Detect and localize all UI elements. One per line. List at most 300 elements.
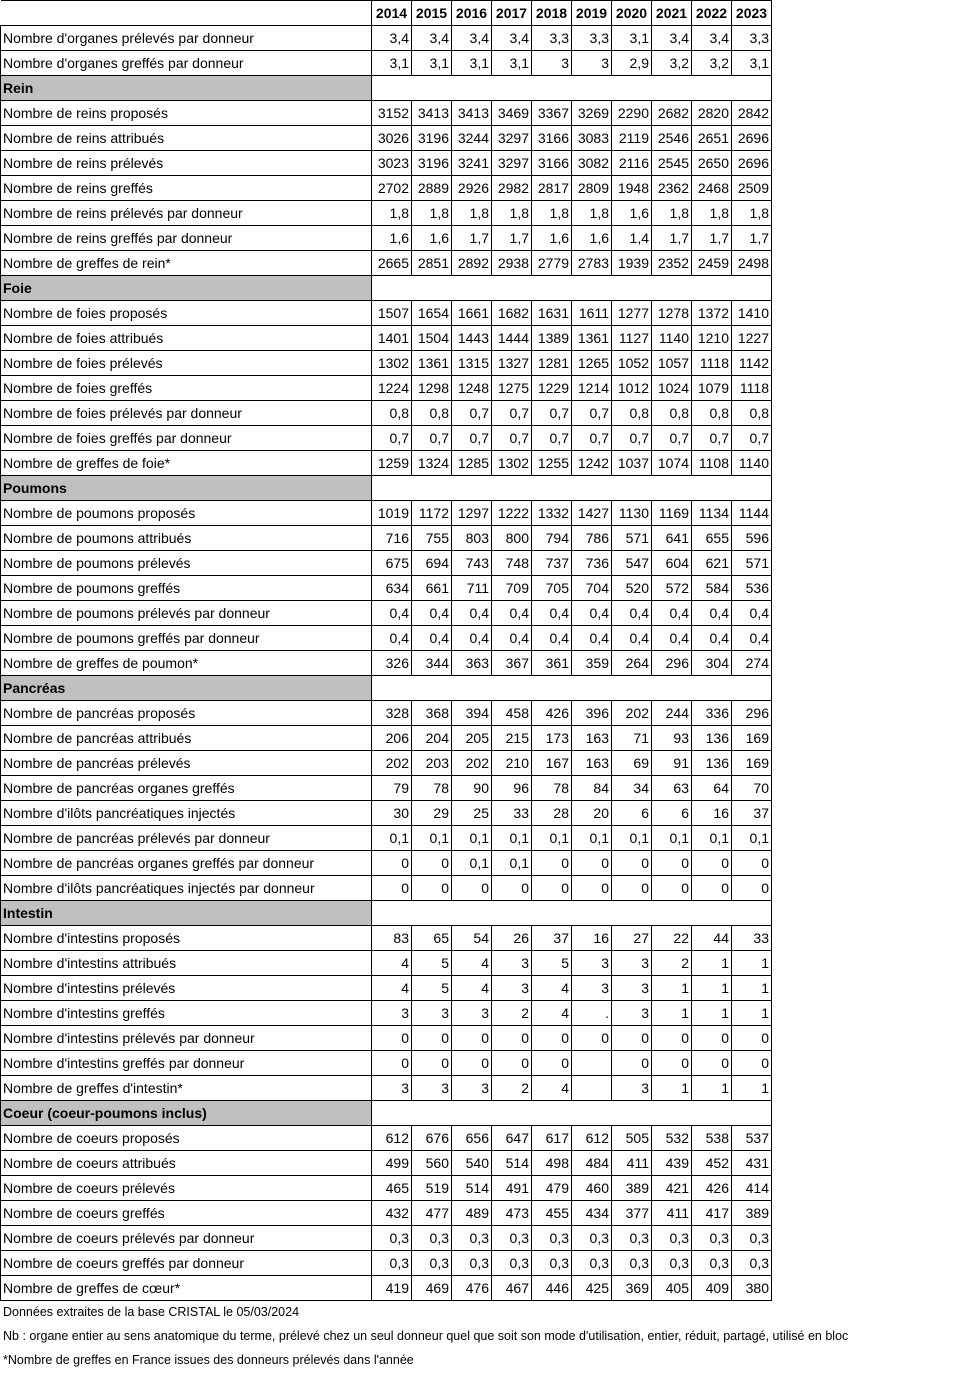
value-cell: 800 xyxy=(492,526,532,551)
value-cell: 3241 xyxy=(452,151,492,176)
value-cell: 519 xyxy=(412,1176,452,1201)
value-cell: 2851 xyxy=(412,251,452,276)
value-cell: 0,1 xyxy=(492,851,532,876)
value-cell: 0,3 xyxy=(652,1226,692,1251)
value-cell: 621 xyxy=(692,551,732,576)
value-cell: 604 xyxy=(652,551,692,576)
value-cell: 0,4 xyxy=(572,626,612,651)
value-cell: 4 xyxy=(452,951,492,976)
value-cell: 0,7 xyxy=(572,401,612,426)
table-row xyxy=(1,401,772,426)
value-cell: 0 xyxy=(412,876,452,901)
value-cell: 0,7 xyxy=(652,426,692,451)
table-row xyxy=(1,101,772,126)
value-cell: 3269 xyxy=(572,101,612,126)
table-row xyxy=(1,776,772,801)
value-cell: 244 xyxy=(652,701,692,726)
value-cell: 1507 xyxy=(372,301,412,326)
value-cell: 547 xyxy=(612,551,652,576)
value-cell: 6 xyxy=(612,801,652,826)
table-row xyxy=(1,1126,772,1151)
value-cell: 3,4 xyxy=(652,26,692,51)
value-cell: 431 xyxy=(732,1151,772,1176)
value-cell: 215 xyxy=(492,726,532,751)
value-cell: 505 xyxy=(612,1126,652,1151)
section-header-row xyxy=(1,476,772,501)
value-cell: 1118 xyxy=(692,351,732,376)
value-cell: 0,8 xyxy=(732,401,772,426)
value-cell: 432 xyxy=(372,1201,412,1226)
row-label: Nombre d'organes greffés par donneur xyxy=(1,51,372,76)
value-cell: 2696 xyxy=(732,126,772,151)
value-cell: 1,8 xyxy=(492,201,532,226)
value-cell: 0,8 xyxy=(652,401,692,426)
value-cell: 0 xyxy=(652,1051,692,1076)
row-label: Nombre de reins greffés xyxy=(1,176,372,201)
value-cell: 794 xyxy=(532,526,572,551)
value-cell: 54 xyxy=(452,926,492,951)
value-cell: 3 xyxy=(372,1001,412,1026)
value-cell: 1,6 xyxy=(572,226,612,251)
value-cell: 0,7 xyxy=(452,401,492,426)
value-cell: 2820 xyxy=(692,101,732,126)
value-cell: 163 xyxy=(572,751,612,776)
year-header-2019: 2019 xyxy=(572,1,612,26)
value-cell: 0 xyxy=(532,851,572,876)
value-cell: 0,7 xyxy=(452,426,492,451)
row-label: Nombre d'intestins prélevés xyxy=(1,976,372,1001)
value-cell: 484 xyxy=(572,1151,612,1176)
value-cell: 5 xyxy=(532,951,572,976)
row-label: Nombre d'intestins greffés par donneur xyxy=(1,1051,372,1076)
value-cell: 1 xyxy=(692,1076,732,1101)
value-cell: 1361 xyxy=(572,326,612,351)
table-row xyxy=(1,26,772,51)
value-cell: 1144 xyxy=(732,501,772,526)
value-cell: 1302 xyxy=(372,351,412,376)
value-cell: 803 xyxy=(452,526,492,551)
section-header-row xyxy=(1,276,772,301)
value-cell: 0 xyxy=(692,1051,732,1076)
section-header-row xyxy=(1,901,772,926)
value-cell: 647 xyxy=(492,1126,532,1151)
value-cell: 1130 xyxy=(612,501,652,526)
row-label: Nombre de poumons prélevés xyxy=(1,551,372,576)
value-cell: 1052 xyxy=(612,351,652,376)
value-cell: 1079 xyxy=(692,376,732,401)
value-cell: 1281 xyxy=(532,351,572,376)
row-label: Nombre de greffes d'intestin* xyxy=(1,1076,372,1101)
value-cell: 1275 xyxy=(492,376,532,401)
value-cell: 3297 xyxy=(492,126,532,151)
value-cell: 0,4 xyxy=(452,626,492,651)
value-cell: 0,4 xyxy=(732,626,772,651)
table-row xyxy=(1,951,772,976)
value-cell xyxy=(572,1076,612,1101)
value-cell: 0 xyxy=(372,851,412,876)
row-label: Nombre d'intestins prélevés par donneur xyxy=(1,1026,372,1051)
value-cell: 0 xyxy=(612,1026,652,1051)
value-cell: 163 xyxy=(572,726,612,751)
row-label: Nombre de coeurs greffés xyxy=(1,1201,372,1226)
value-cell: 2 xyxy=(652,951,692,976)
value-cell: 1,6 xyxy=(612,201,652,226)
value-cell: 0,1 xyxy=(492,826,532,851)
row-label: Nombre de foies attribués xyxy=(1,326,372,351)
value-cell: 79 xyxy=(372,776,412,801)
value-cell: 1108 xyxy=(692,451,732,476)
table-row xyxy=(1,576,772,601)
value-cell: 538 xyxy=(692,1126,732,1151)
table-row xyxy=(1,751,772,776)
value-cell: 2,9 xyxy=(612,51,652,76)
value-cell: 473 xyxy=(492,1201,532,1226)
value-cell: 1242 xyxy=(572,451,612,476)
value-cell: 0,7 xyxy=(612,426,652,451)
table-row xyxy=(1,851,772,876)
section-header-row xyxy=(1,676,772,701)
value-cell: 0,4 xyxy=(492,626,532,651)
value-cell: 169 xyxy=(732,726,772,751)
value-cell: 0,4 xyxy=(532,626,572,651)
value-cell: 3026 xyxy=(372,126,412,151)
section-title: Rein xyxy=(1,76,372,101)
value-cell: 84 xyxy=(572,776,612,801)
value-cell: 426 xyxy=(532,701,572,726)
value-cell: 1302 xyxy=(492,451,532,476)
value-cell: 4 xyxy=(372,976,412,1001)
value-cell: 612 xyxy=(572,1126,612,1151)
value-cell: 1,8 xyxy=(692,201,732,226)
value-cell: 5 xyxy=(412,976,452,1001)
header-blank-cell xyxy=(1,1,372,26)
value-cell: 1259 xyxy=(372,451,412,476)
value-cell: 467 xyxy=(492,1276,532,1301)
value-cell: 90 xyxy=(452,776,492,801)
value-cell: 514 xyxy=(492,1151,532,1176)
value-cell: 1,7 xyxy=(692,226,732,251)
value-cell: 63 xyxy=(652,776,692,801)
value-cell: 65 xyxy=(412,926,452,951)
table-row xyxy=(1,926,772,951)
value-cell: 0,3 xyxy=(612,1251,652,1276)
year-header-2018: 2018 xyxy=(532,1,572,26)
value-cell: 1278 xyxy=(652,301,692,326)
value-cell: 274 xyxy=(732,651,772,676)
value-cell: 1 xyxy=(652,1076,692,1101)
value-cell: 736 xyxy=(572,551,612,576)
value-cell: 78 xyxy=(412,776,452,801)
value-cell: 0 xyxy=(692,876,732,901)
value-cell: 336 xyxy=(692,701,732,726)
value-cell: 3 xyxy=(572,976,612,1001)
value-cell: 2842 xyxy=(732,101,772,126)
value-cell: 1,8 xyxy=(532,201,572,226)
value-cell: 1142 xyxy=(732,351,772,376)
table-row xyxy=(1,1151,772,1176)
row-label: Nombre d'intestins proposés xyxy=(1,926,372,951)
value-cell: 3 xyxy=(612,1001,652,1026)
value-cell: 0,7 xyxy=(692,426,732,451)
section-header-row xyxy=(1,1101,772,1126)
table-row xyxy=(1,1226,772,1251)
table-row xyxy=(1,426,772,451)
value-cell: 1,8 xyxy=(572,201,612,226)
section-empty-cell xyxy=(372,1101,772,1126)
value-cell: 0,7 xyxy=(412,426,452,451)
value-cell: 1127 xyxy=(612,326,652,351)
table-row xyxy=(1,151,772,176)
value-cell: 460 xyxy=(572,1176,612,1201)
value-cell: 4 xyxy=(532,1076,572,1101)
value-cell: 1 xyxy=(652,1001,692,1026)
value-cell: 0,3 xyxy=(652,1251,692,1276)
value-cell: 0,1 xyxy=(372,826,412,851)
value-cell: 0,1 xyxy=(612,826,652,851)
value-cell: 421 xyxy=(652,1176,692,1201)
value-cell: 296 xyxy=(732,701,772,726)
year-header-row xyxy=(1,1,772,26)
value-cell: 0 xyxy=(412,1026,452,1051)
value-cell: 1443 xyxy=(452,326,492,351)
value-cell: 1265 xyxy=(572,351,612,376)
value-cell: 380 xyxy=(732,1276,772,1301)
value-cell: 78 xyxy=(532,776,572,801)
value-cell: 359 xyxy=(572,651,612,676)
value-cell: 3367 xyxy=(532,101,572,126)
table-row xyxy=(1,1001,772,1026)
value-cell: 1140 xyxy=(652,326,692,351)
value-cell: 0,3 xyxy=(372,1226,412,1251)
value-cell: 571 xyxy=(612,526,652,551)
value-cell: 1,6 xyxy=(412,226,452,251)
table-row xyxy=(1,726,772,751)
value-cell: 71 xyxy=(612,726,652,751)
year-header-2017: 2017 xyxy=(492,1,532,26)
value-cell: 0 xyxy=(652,876,692,901)
value-cell: 1611 xyxy=(572,301,612,326)
value-cell: 1,7 xyxy=(732,226,772,251)
value-cell: 0,4 xyxy=(412,601,452,626)
value-cell: 326 xyxy=(372,651,412,676)
value-cell: 458 xyxy=(492,701,532,726)
table-row xyxy=(1,651,772,676)
table-row xyxy=(1,376,772,401)
table-row xyxy=(1,51,772,76)
table-row xyxy=(1,551,772,576)
value-cell: 169 xyxy=(732,751,772,776)
row-label: Nombre d'ilôts pancréatiques injectés par donneur xyxy=(1,876,372,901)
value-cell: 202 xyxy=(372,751,412,776)
value-cell: 16 xyxy=(692,801,732,826)
value-cell: 389 xyxy=(732,1201,772,1226)
value-cell: 3,4 xyxy=(372,26,412,51)
value-cell: 571 xyxy=(732,551,772,576)
value-cell: 737 xyxy=(532,551,572,576)
value-cell: 1248 xyxy=(452,376,492,401)
table-row xyxy=(1,1176,772,1201)
value-cell: 540 xyxy=(452,1151,492,1176)
section-empty-cell xyxy=(372,76,772,101)
value-cell: 0,1 xyxy=(732,826,772,851)
value-cell: 0,1 xyxy=(452,826,492,851)
section-empty-cell xyxy=(372,676,772,701)
value-cell: 2362 xyxy=(652,176,692,201)
value-cell: 0 xyxy=(612,1051,652,1076)
value-cell: 3,1 xyxy=(492,51,532,76)
value-cell: 2892 xyxy=(452,251,492,276)
value-cell: 1948 xyxy=(612,176,652,201)
row-label: Nombre de coeurs greffés par donneur xyxy=(1,1251,372,1276)
value-cell: 0 xyxy=(452,1026,492,1051)
value-cell: 1255 xyxy=(532,451,572,476)
value-cell: 0 xyxy=(372,1026,412,1051)
value-cell: 0 xyxy=(372,1051,412,1076)
value-cell: 0,3 xyxy=(492,1251,532,1276)
value-cell: 0,7 xyxy=(572,426,612,451)
value-cell: 2682 xyxy=(652,101,692,126)
value-cell: 2982 xyxy=(492,176,532,201)
value-cell: 489 xyxy=(452,1201,492,1226)
value-cell: 1 xyxy=(732,951,772,976)
row-label: Nombre de coeurs proposés xyxy=(1,1126,372,1151)
value-cell: 367 xyxy=(492,651,532,676)
value-cell: 0 xyxy=(612,876,652,901)
value-cell: 25 xyxy=(452,801,492,826)
value-cell: 2546 xyxy=(652,126,692,151)
row-label: Nombre de reins prélevés xyxy=(1,151,372,176)
value-cell: 1,8 xyxy=(452,201,492,226)
value-cell: 264 xyxy=(612,651,652,676)
value-cell: 296 xyxy=(652,651,692,676)
value-cell: 3166 xyxy=(532,151,572,176)
value-cell: 536 xyxy=(732,576,772,601)
value-cell: 1327 xyxy=(492,351,532,376)
value-cell: 446 xyxy=(532,1276,572,1301)
value-cell: 532 xyxy=(652,1126,692,1151)
value-cell: 3413 xyxy=(452,101,492,126)
value-cell: 70 xyxy=(732,776,772,801)
value-cell: 1,7 xyxy=(652,226,692,251)
value-cell: 202 xyxy=(452,751,492,776)
value-cell: 3469 xyxy=(492,101,532,126)
value-cell: 2779 xyxy=(532,251,572,276)
value-cell: 203 xyxy=(412,751,452,776)
value-cell: 3,4 xyxy=(412,26,452,51)
value-cell: 0 xyxy=(692,1026,732,1051)
value-cell: 709 xyxy=(492,576,532,601)
row-label: Nombre de reins proposés xyxy=(1,101,372,126)
value-cell: 0 xyxy=(492,1026,532,1051)
table-row xyxy=(1,1051,772,1076)
value-cell: 1210 xyxy=(692,326,732,351)
value-cell: 3,1 xyxy=(372,51,412,76)
value-cell: 2926 xyxy=(452,176,492,201)
value-cell: 2509 xyxy=(732,176,772,201)
value-cell: 537 xyxy=(732,1126,772,1151)
value-cell: 3082 xyxy=(572,151,612,176)
row-label: Nombre de poumons attribués xyxy=(1,526,372,551)
row-label: Nombre de coeurs prélevés par donneur xyxy=(1,1226,372,1251)
table-row xyxy=(1,301,772,326)
value-cell: 0,7 xyxy=(732,426,772,451)
value-cell: 3 xyxy=(372,1076,412,1101)
value-cell: 1,8 xyxy=(412,201,452,226)
section-title: Coeur (coeur-poumons inclus) xyxy=(1,1101,372,1126)
value-cell: 1298 xyxy=(412,376,452,401)
value-cell: 0 xyxy=(492,1051,532,1076)
footnote-2: Nb : organe entier au sens anatomique du terme, prélevé chez un seul donneur quel que soit son mode d'utilisation, entier, réduit, partagé, utilisé en bloc xyxy=(3,1329,849,1343)
value-cell: 1140 xyxy=(732,451,772,476)
table-row xyxy=(1,626,772,651)
row-label: Nombre de greffes de cœur* xyxy=(1,1276,372,1301)
value-cell: 1012 xyxy=(612,376,652,401)
value-cell: 0 xyxy=(412,1051,452,1076)
value-cell: 1939 xyxy=(612,251,652,276)
row-label: Nombre de foies greffés par donneur xyxy=(1,426,372,451)
value-cell: 0,3 xyxy=(532,1226,572,1251)
value-cell: 743 xyxy=(452,551,492,576)
value-cell: 0,8 xyxy=(412,401,452,426)
value-cell: 396 xyxy=(572,701,612,726)
value-cell: 0 xyxy=(652,851,692,876)
value-cell: 1,8 xyxy=(372,201,412,226)
row-label: Nombre de pancréas prélevés xyxy=(1,751,372,776)
value-cell: 1 xyxy=(692,976,732,1001)
value-cell: 0 xyxy=(732,851,772,876)
section-header-row xyxy=(1,76,772,101)
value-cell: 520 xyxy=(612,576,652,601)
year-header-2014: 2014 xyxy=(372,1,412,26)
value-cell: 0,3 xyxy=(452,1251,492,1276)
value-cell: 3,2 xyxy=(692,51,732,76)
value-cell: 0,1 xyxy=(652,826,692,851)
value-cell: 2938 xyxy=(492,251,532,276)
value-cell: 1229 xyxy=(532,376,572,401)
value-cell: 2290 xyxy=(612,101,652,126)
value-cell: 0,3 xyxy=(532,1251,572,1276)
value-cell: 37 xyxy=(532,926,572,951)
value-cell: 1169 xyxy=(652,501,692,526)
value-cell: 202 xyxy=(612,701,652,726)
value-cell: 361 xyxy=(532,651,572,676)
section-empty-cell xyxy=(372,476,772,501)
value-cell: 0,4 xyxy=(572,601,612,626)
row-label: Nombre d'ilôts pancréatiques injectés xyxy=(1,801,372,826)
value-cell: 755 xyxy=(412,526,452,551)
value-cell: 439 xyxy=(652,1151,692,1176)
value-cell: 0,8 xyxy=(612,401,652,426)
value-cell: 748 xyxy=(492,551,532,576)
value-cell: 3 xyxy=(412,1001,452,1026)
value-cell: 1682 xyxy=(492,301,532,326)
value-cell: 377 xyxy=(612,1201,652,1226)
value-cell: 1410 xyxy=(732,301,772,326)
value-cell: 0,7 xyxy=(492,401,532,426)
value-cell: 0,3 xyxy=(412,1226,452,1251)
value-cell: 476 xyxy=(452,1276,492,1301)
value-cell: 425 xyxy=(572,1276,612,1301)
value-cell: 3 xyxy=(492,976,532,1001)
value-cell: 0,1 xyxy=(412,826,452,851)
year-header-2023: 2023 xyxy=(732,1,772,26)
value-cell: 704 xyxy=(572,576,612,601)
row-label: Nombre de pancréas prélevés par donneur xyxy=(1,826,372,851)
value-cell: 1,7 xyxy=(452,226,492,251)
value-cell: 1,6 xyxy=(532,226,572,251)
value-cell: 3196 xyxy=(412,126,452,151)
value-cell: 0 xyxy=(452,1051,492,1076)
